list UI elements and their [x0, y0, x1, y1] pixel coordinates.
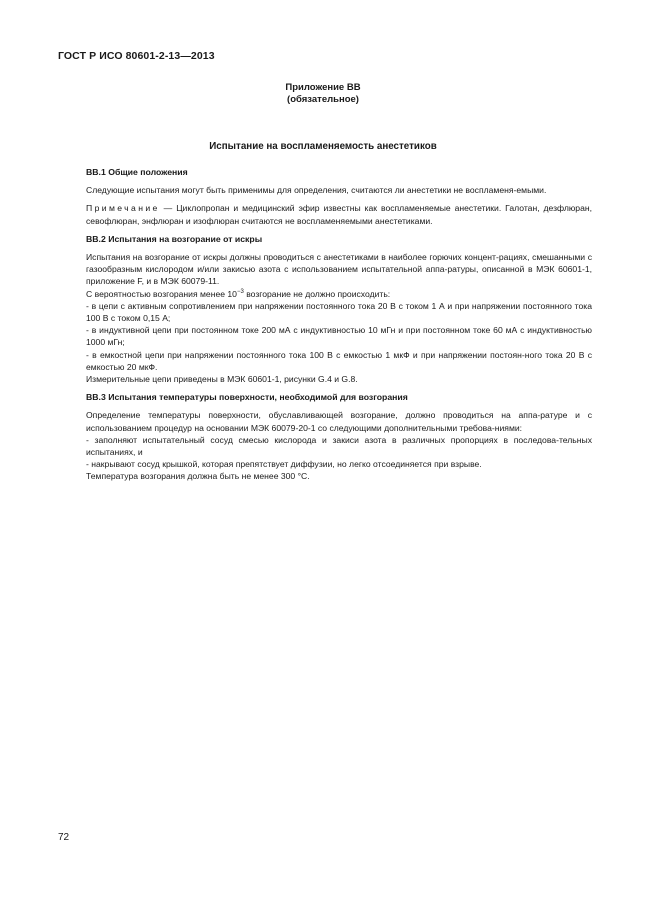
paragraph-text: Испытания на возгорание от искры должны проводиться с анестетиками в наиболее горючих концент-рациях, смешанными с газообразным кислородом и/или закисью азота с использованием испытательной аппа-ратуры, описанной в МЭК 60601-1, приложение F, и в МЭК 60079-11.: [86, 252, 592, 287]
probability-prefix: С вероятностью возгорания менее 10: [86, 288, 237, 299]
list-item-text: - заполняют испытательный сосуд смесью кислорода и закиси азота в различных пропорциях в последова-тельных испытаниях, и: [86, 434, 592, 458]
list-item-text: - накрывают сосуд крышкой, которая препятствует диффузии, но легко отсоединяется при взрыве.: [86, 459, 482, 470]
annex-title: Приложение ВВ: [285, 82, 361, 93]
paragraph-text: Определение температуры поверхности, обуславливающей возгорание, должно проводиться на аппа-ратуре и с использованием процедур на основании МЭК 60079-20-1 со следующими дополнительными требова-ниями:: [86, 410, 592, 433]
paragraph-text: Следующие испытания могут быть применимы для определения, считаются ли анестетики не воспламеня-емыми.: [86, 185, 547, 196]
list-item: [86, 458, 592, 470]
paragraph: [86, 470, 592, 482]
paragraph: [86, 184, 592, 196]
list-item: [86, 300, 592, 324]
standard-designation: ГОСТ Р ИСО 80601-2-13—2013: [58, 50, 215, 62]
note-text: — Циклопропан и медицинский эфир известны как воспламеняемые анестетики. Галотан, дезфлюран, севофлюран, энфлюран и изофлюран считаются не воспламеняемыми анестетиками.: [86, 203, 592, 226]
paragraph: [86, 373, 592, 385]
paragraph: [86, 409, 592, 433]
page-number: 72: [58, 832, 70, 843]
list-item: [86, 349, 592, 373]
list-item-text: - в емкостной цепи при напряжении постоянного тока 100 В с емкостью 1 мкФ и при напряжении постоян-ного тока 20 В с емкостью 20 мкФ.: [86, 349, 592, 372]
list-item-text: - в цепи с активным сопротивлением при напряжении постоянного тока 20 В с током 1 А и при напряжении постоянного тока 100 В с током 0,15 А;: [86, 300, 592, 324]
probability-exponent: −3: [236, 288, 244, 295]
list-item: [86, 324, 592, 348]
note-paragraph: [86, 202, 592, 226]
annex-status: (обязательное): [287, 94, 359, 105]
paragraph: [86, 251, 592, 288]
page-title: Испытание на воспламеняемость анестетиков: [209, 141, 437, 152]
list-item-text: - в индуктивной цепи при постоянном токе 200 мА с индуктивностью 10 мГн и при постоянном токе 60 мА с индуктивностью 1000 мГн;: [86, 325, 592, 348]
paragraph-text: Измерительные цепи приведены в МЭК 60601-1, рисунки G.4 и G.8.: [86, 374, 358, 385]
section-heading-bb2: ВВ.2 Испытания на возгорание от искры: [86, 233, 263, 244]
note-label: Примечание: [86, 203, 160, 214]
paragraph-text: Температура возгорания должна быть не менее 300 °С.: [86, 471, 310, 482]
probability-suffix: возгорание не должно происходить:: [243, 288, 391, 299]
list-item: [86, 434, 592, 458]
section-heading-bb1: ВВ.1 Общие положения: [86, 167, 188, 177]
probability-paragraph: [86, 288, 592, 300]
section-heading-bb3: ВВ.3 Испытания температуры поверхности, необходимой для возгорания: [86, 392, 408, 403]
document-body: [86, 166, 592, 483]
